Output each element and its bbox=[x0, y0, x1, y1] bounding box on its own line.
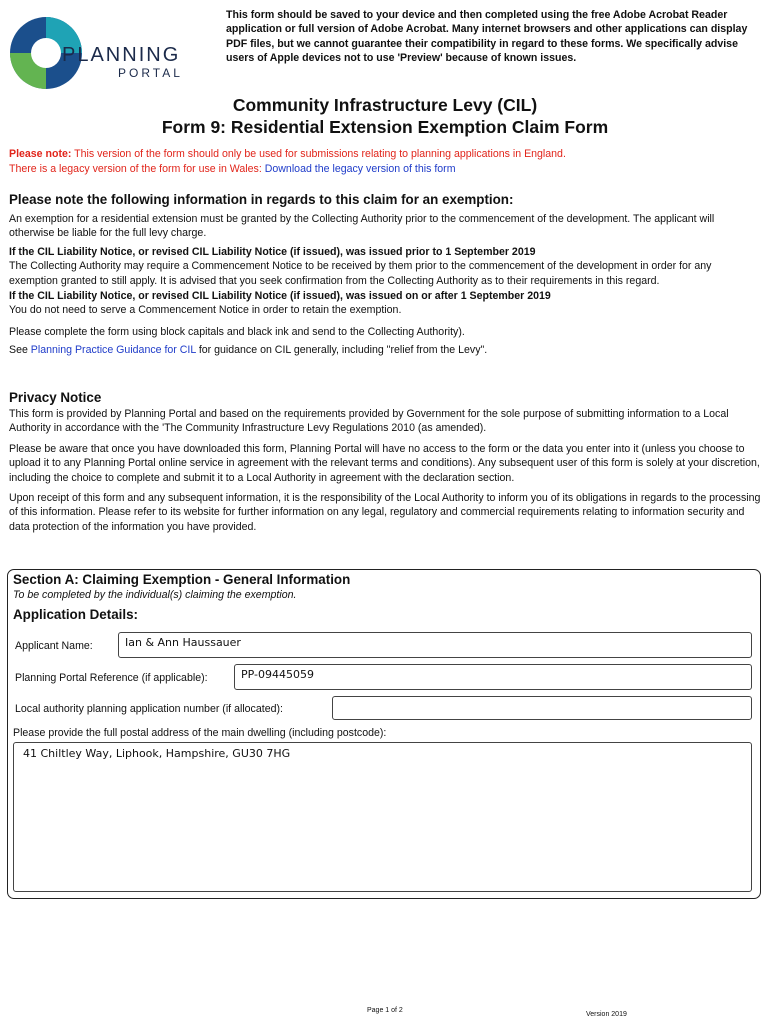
guidance-line bbox=[9, 343, 761, 357]
please-note-block bbox=[9, 147, 761, 177]
legacy-text: There is a legacy version of the form for use in Wales: bbox=[9, 163, 265, 175]
save-form-notice: This form should be saved to your device and then completed using the free Adobe Acrobat Reader application or full version of Adobe Acrobat. Many internet browsers and other applications can display PDF files, but we cannot guarantee their compatibility in regard to these forms. We specifically advise users of Apple devices not to use 'Preview' because of known issues. bbox=[226, 9, 748, 65]
privacy-p2: Please be aware that once you have downloaded this form, Planning Portal will have no access to the form or the data you enter into it (unless you choose to upload it to any Planning Portal online service in agreement with the relevant terms and conditions). Any subsequent user of this form is solely at your discretion, including the choice to complete and submit it to a Local Authority in agreement with the declaration section. bbox=[9, 442, 760, 484]
local-authority-number-label: Local authority planning application number (if allocated): bbox=[15, 703, 283, 715]
exemption-info-heading: Please note the following information in regards to this claim for an exemption: bbox=[9, 192, 514, 207]
section-a-title: Section A: Claiming Exemption - General Information bbox=[13, 572, 351, 587]
prior-text: The Collecting Authority may require a Commencement Notice to be received by them prior to the commencement of the development in order for any exemption granted to still apply. It is advised that you seek confirmation from the Collecting Authority as to their requirements in this regard. bbox=[9, 260, 712, 287]
complete-instructions: Please complete the form using block capitals and black ink and send to the Collecting Authority). bbox=[9, 325, 465, 338]
legacy-download-link[interactable]: Download the legacy version of this form bbox=[264, 163, 456, 175]
privacy-p1: This form is provided by Planning Portal and based on the requirements provided by Government for the sole purpose of submitting information to a Local Authority in accordance with the 'The Community Infrastructure Levy Regulations 2010 (as amended). bbox=[9, 408, 729, 435]
after-heading: If the CIL Liability Notice, or revised CIL Liability Notice (if issued), was issued on or after 1 September 2019 bbox=[9, 290, 551, 303]
version-label: Version 2019 bbox=[586, 1011, 627, 1018]
address-field[interactable]: 41 Chiltley Way, Liphook, Hampshire, GU30 7HG bbox=[13, 742, 752, 892]
please-note-label: Please note: bbox=[9, 148, 72, 160]
prior-heading: If the CIL Liability Notice, or revised CIL Liability Notice (if issued), was issued prior to 1 September 2019 bbox=[9, 245, 536, 258]
privacy-heading: Privacy Notice bbox=[9, 390, 102, 405]
address-label: Please provide the full postal address of the main dwelling (including postcode): bbox=[13, 727, 387, 739]
section-a bbox=[13, 572, 753, 622]
form-title-line2: Form 9: Residential Extension Exemption Claim Form bbox=[161, 117, 609, 137]
exemption-info-p1: An exemption for a residential extension must be granted by the Collecting Authority prior to the commencement of the development. The applicant will otherwise be liable for the full levy charge. bbox=[9, 213, 715, 240]
applicant-name-label: Applicant Name: bbox=[15, 640, 93, 652]
planning-portal-ref-field[interactable]: PP-09445059 bbox=[234, 664, 752, 690]
privacy-notice bbox=[9, 390, 761, 534]
legacy-line bbox=[9, 162, 761, 177]
local-authority-number-field[interactable] bbox=[332, 696, 752, 720]
application-details-heading: Application Details: bbox=[13, 607, 138, 622]
form-title-line1: Community Infrastructure Levy (CIL) bbox=[232, 95, 538, 115]
logo-word-portal: PORTAL bbox=[118, 66, 183, 80]
page-number: Page 1 of 2 bbox=[367, 1007, 403, 1014]
please-note-text: This version of the form should only be used for submissions relating to planning applications in England. bbox=[71, 148, 566, 160]
planning-guidance-link[interactable]: Planning Practice Guidance for CIL bbox=[30, 344, 196, 357]
see-text: See bbox=[9, 344, 31, 357]
planning-portal-ref-label: Planning Portal Reference (if applicable): bbox=[15, 672, 208, 684]
form-title bbox=[0, 94, 770, 138]
logo-word-planning: PLANNING bbox=[62, 44, 181, 66]
after-text: You do not need to serve a Commencement Notice in order to retain the exemption. bbox=[9, 304, 402, 317]
applicant-name-field[interactable]: Ian & Ann Haussauer bbox=[118, 632, 752, 658]
exemption-info bbox=[9, 192, 761, 358]
section-a-subtitle: To be completed by the individual(s) claiming the exemption. bbox=[13, 589, 297, 601]
privacy-p3: Upon receipt of this form and any subsequent information, it is the responsibility of the Local Authority to inform you of its obligations in regards to the processing of this information. Please refer to its website for further information on any legal, regulatory and commercial requirements relating to information security and data protection of the information you have provided. bbox=[9, 492, 761, 533]
please-note-line bbox=[9, 147, 761, 162]
planning-portal-logo bbox=[8, 10, 198, 92]
see-rest-text: for guidance on CIL generally, including "relief from the Levy". bbox=[195, 344, 488, 357]
